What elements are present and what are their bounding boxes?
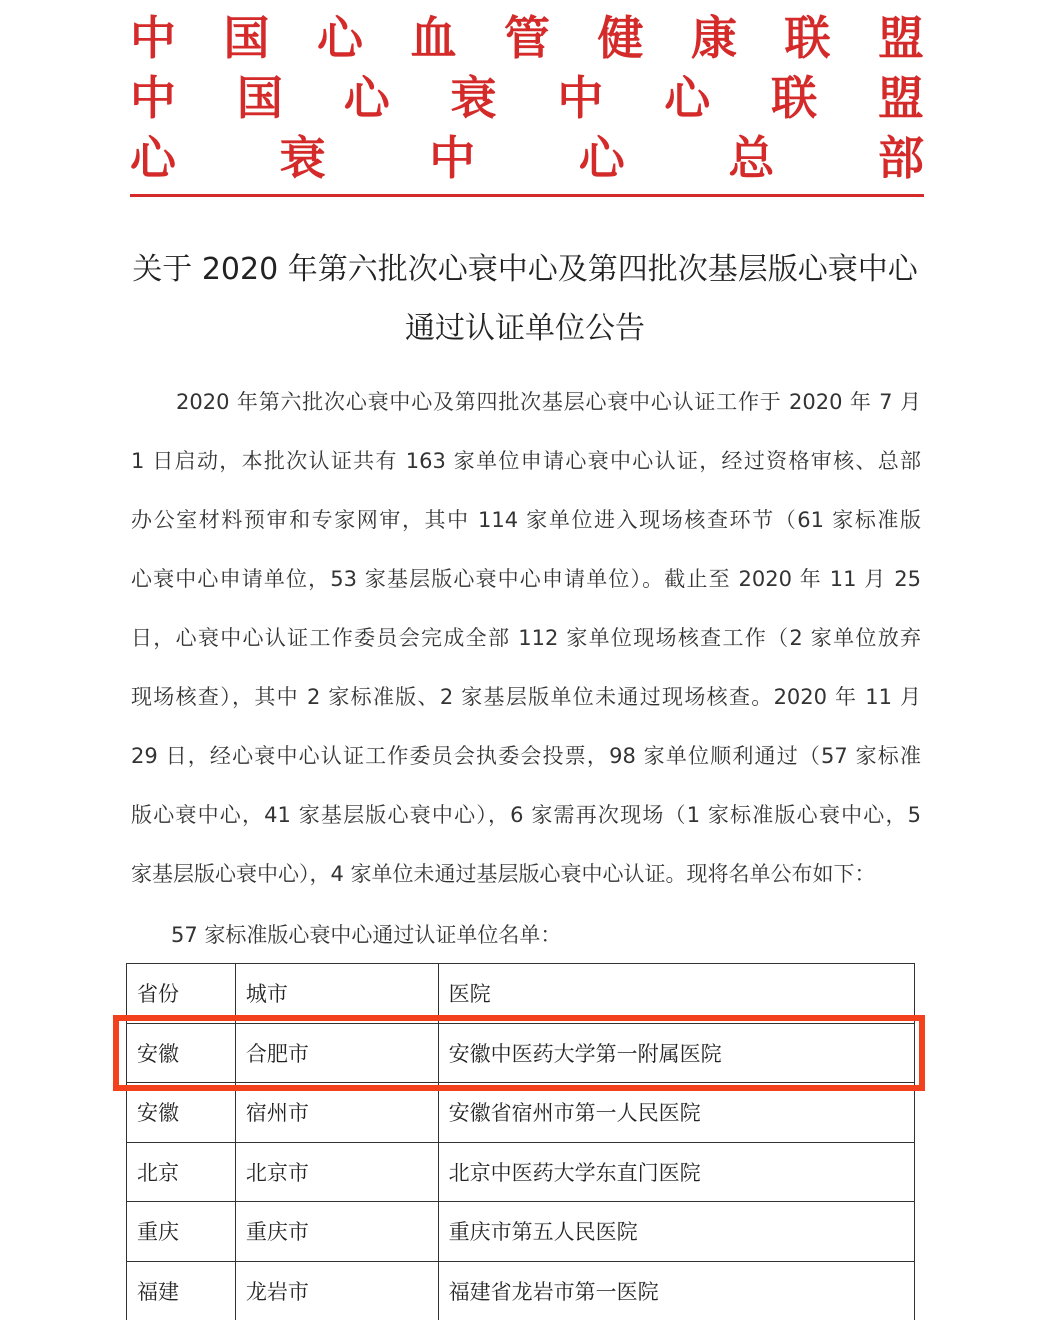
header-city: 城市 <box>235 964 438 1024</box>
letterhead-char: 健 <box>597 11 644 65</box>
cell-province: 安徽 <box>127 1023 236 1083</box>
body-line-1: 2020 年第六批次心衰中心及第四批次基层心衰中心认证工作于 2020 年 7 月 <box>176 390 921 414</box>
cell-city: 合肥市 <box>235 1023 438 1083</box>
letterhead-char: 康 <box>691 11 737 65</box>
body-line-9: 家基层版心衰中心），4 家单位未通过基层版心衰中心认证。现将名单公布如下： <box>131 862 876 886</box>
body-line-5: 日，心衰中心认证工作委员会完成全部 112 家单位现场核查工作（2 家单位放弃 <box>131 626 921 650</box>
letterhead-char: 心 <box>317 11 363 65</box>
body-line-6: 现场核查），其中 2 家标准版、2 家基层版单位未通过现场核查。2020 年 11 月 <box>131 685 921 709</box>
letterhead-char: 血 <box>410 11 457 65</box>
body-line-3: 办公室材料预审和专家网审，其中 114 家单位进入现场核查环节（61 家标准版 <box>131 508 921 532</box>
letterhead-line-1 <box>130 8 924 68</box>
header-hospital: 医院 <box>438 964 914 1024</box>
header-province: 省份 <box>127 964 236 1024</box>
letterhead-char: 管 <box>504 11 550 65</box>
body-line-4: 心衰中心申请单位，53 家基层版心衰中心申请单位）。截止至 2020 年 11 月 25 <box>131 567 921 591</box>
table-row <box>127 1083 915 1143</box>
cell-province: 福建 <box>127 1261 236 1320</box>
letterhead-char: 心 <box>664 71 711 125</box>
letterhead-char: 联 <box>784 11 831 65</box>
letterhead-divider <box>130 194 924 197</box>
letterhead-line-2 <box>130 68 924 128</box>
letterhead-char: 盟 <box>878 11 924 65</box>
cell-hospital: 福建省龙岩市第一医院 <box>438 1261 914 1320</box>
letterhead-char: 盟 <box>877 71 924 125</box>
letterhead-char: 总 <box>728 131 775 185</box>
cell-hospital: 安徽省宿州市第一人民医院 <box>438 1083 914 1143</box>
cell-hospital: 安徽中医药大学第一附属医院 <box>438 1023 914 1083</box>
table-row <box>127 1202 915 1262</box>
letterhead-char: 部 <box>877 131 924 185</box>
letterhead-char: 衰 <box>279 131 326 185</box>
table-row <box>127 1142 915 1202</box>
cell-city: 重庆市 <box>235 1202 438 1262</box>
cell-hospital: 重庆市第五人民医院 <box>438 1202 914 1262</box>
letterhead-char: 心 <box>578 131 625 185</box>
cell-city: 龙岩市 <box>235 1261 438 1320</box>
body-line-7: 29 日，经心衰中心认证工作委员会执委会投票，98 家单位顺利通过（57 家标准 <box>131 744 921 768</box>
cell-city: 宿州市 <box>235 1083 438 1143</box>
cell-city: 北京市 <box>235 1142 438 1202</box>
body-line-2: 1 日启动，本批次认证共有 163 家单位申请心衰中心认证，经过资格审核、总部 <box>131 449 921 473</box>
letterhead-line-3 <box>130 128 924 188</box>
list-intro: 57 家标准版心衰中心通过认证单位名单： <box>171 923 562 947</box>
cell-province: 安徽 <box>127 1083 236 1143</box>
letterhead-char: 中 <box>557 71 604 125</box>
letterhead-char: 中 <box>130 71 176 125</box>
letterhead <box>130 0 924 188</box>
highlight-box <box>113 1015 925 1091</box>
cell-province: 北京 <box>127 1142 236 1202</box>
document-title: 关于 2020 年第六批次心衰中心及第四批次基层版心衰中心 <box>132 252 918 287</box>
body-line-8: 版心衰中心，41 家基层版心衰中心），6 家需再次现场（1 家标准版心衰中心，5 <box>131 803 921 827</box>
cell-province: 重庆 <box>127 1202 236 1262</box>
document-title-line-2: 通过认证单位公告 <box>405 311 645 346</box>
table-row <box>127 1261 915 1320</box>
letterhead-char: 国 <box>223 11 270 65</box>
letterhead-char: 国 <box>236 71 283 125</box>
letterhead-char: 衰 <box>450 71 497 125</box>
cell-hospital: 北京中医药大学东直门医院 <box>438 1142 914 1202</box>
letterhead-char: 心 <box>130 131 176 185</box>
letterhead-char: 心 <box>343 71 390 125</box>
letterhead-char: 中 <box>130 11 176 65</box>
letterhead-char: 中 <box>429 131 476 185</box>
letterhead-char: 联 <box>771 71 818 125</box>
